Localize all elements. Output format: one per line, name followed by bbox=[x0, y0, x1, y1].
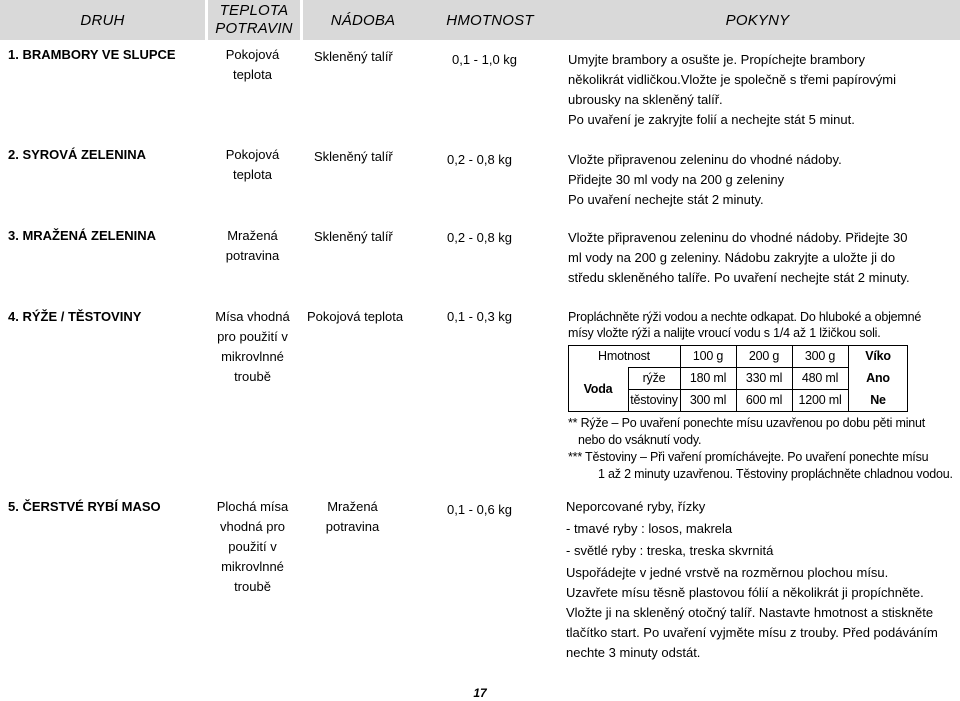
header-teplota bbox=[208, 0, 300, 40]
food-temperature bbox=[205, 226, 300, 266]
instructions bbox=[568, 50, 896, 130]
water-table bbox=[568, 345, 908, 415]
page-number: 17 bbox=[473, 686, 487, 700]
testoviny-100: 300 ml bbox=[689, 393, 727, 407]
instruction-line: Umyjte brambory a osušte je. Propíchejte brambory bbox=[568, 52, 865, 67]
food-temperature bbox=[205, 145, 300, 185]
food-name: 2. SYROVÁ ZELENINA bbox=[8, 147, 146, 162]
temp-line: použití v bbox=[228, 539, 277, 554]
temp-line: mikrovlnné bbox=[221, 349, 284, 364]
instruction-line: Po uvaření je zakryjte folií a nechejte stát 5 minut. bbox=[568, 112, 855, 127]
temp-line: Mražená bbox=[227, 228, 278, 243]
testoviny-300: 1200 ml bbox=[798, 393, 842, 407]
temp-line: potravina bbox=[225, 248, 280, 263]
instruction-line: Vložte připravenou zeleninu do vhodné nádoby. bbox=[568, 152, 842, 167]
temp-line: Pokojová bbox=[225, 47, 280, 62]
weight: 0,1 - 1,0 kg bbox=[452, 52, 518, 67]
header-nadoba: NÁDOBA bbox=[330, 11, 396, 29]
temp-line: teplota bbox=[232, 167, 273, 182]
weight-300: 300 g bbox=[804, 349, 836, 363]
instruction-line: Po uvaření nechejte stát 2 minuty. bbox=[568, 192, 764, 207]
instruction-line: Přidejte 30 ml vody na 200 g zeleniny bbox=[568, 172, 785, 187]
instruction-line: mísy vložte rýži a nalijte vroucí vodu s 1/4 až 1 lžičkou soli. bbox=[568, 326, 881, 340]
temp-line: Plochá mísa bbox=[216, 499, 289, 514]
food-temperature bbox=[205, 307, 300, 387]
dish-line: Mražená bbox=[327, 499, 378, 514]
dish: Skleněný talíř bbox=[314, 229, 393, 244]
temp-line: Mísa vhodná bbox=[215, 309, 290, 324]
weight-100: 100 g bbox=[692, 349, 724, 363]
instruction-line: Uzavřete mísu těsně plastovou fólií a několikrát ji propíchněte. bbox=[566, 585, 924, 600]
weight: 0,2 - 0,8 kg bbox=[447, 152, 513, 167]
hmotnost-label: Hmotnost bbox=[598, 349, 650, 363]
testoviny-200: 600 ml bbox=[745, 393, 783, 407]
header-druh: DRUH bbox=[80, 11, 125, 29]
dish-line: potravina bbox=[325, 519, 380, 534]
header-pokyny: POKYNY bbox=[725, 11, 790, 29]
testoviny-lid: Ne bbox=[870, 393, 886, 407]
note-line: nebo do vsáknutí vody. bbox=[578, 433, 702, 447]
instruction-line: Propláchněte rýži vodou a nechte odkapat. Do hluboké a objemné bbox=[568, 310, 922, 324]
note-line: 1 až 2 minuty uzavřenou. Těstoviny propláchněte chladnou vodou. bbox=[598, 467, 953, 481]
instruction-line: - tmavé ryby : losos, makrela bbox=[566, 521, 733, 536]
weight: 0,1 - 0,6 kg bbox=[447, 502, 513, 517]
weight-200: 200 g bbox=[748, 349, 780, 363]
instruction-line: tlačítko start. Po uvaření vyjměte mísu z trouby. Před podáváním bbox=[566, 625, 938, 640]
ryze-lid: Ano bbox=[866, 371, 890, 385]
lid-label: Víko bbox=[865, 349, 891, 363]
instruction-line: Vložte připravenou zeleninu do vhodné nádoby. Přidejte 30 bbox=[568, 230, 908, 245]
temp-line: troubě bbox=[234, 579, 271, 594]
notes bbox=[568, 415, 953, 483]
instructions bbox=[566, 497, 938, 663]
instructions bbox=[568, 150, 842, 210]
dish: Pokojová teplota bbox=[307, 309, 404, 324]
dish: Skleněný talíř bbox=[314, 49, 393, 64]
header-hmotnost: HMOTNOST bbox=[446, 11, 534, 29]
temp-line: teplota bbox=[232, 67, 273, 82]
instruction-line: Uspořádejte v jedné vrstvě na rozměrnou plochou mísu. bbox=[566, 565, 889, 580]
header-teplota-line2: POTRAVIN bbox=[215, 20, 293, 37]
table-rule bbox=[568, 411, 908, 412]
table-header bbox=[0, 0, 960, 40]
ryze-100: 180 ml bbox=[689, 371, 727, 385]
instruction-line: Vložte ji na skleněný otočný talíř. Nastavte hmotnost a stiskněte bbox=[566, 605, 934, 620]
instruction-line: středu skleněného talíře. Po uvaření nechejte stát 2 minuty. bbox=[568, 270, 910, 285]
instruction-line: - světlé ryby : treska, treska skvrnitá bbox=[566, 543, 774, 558]
weight: 0,2 - 0,8 kg bbox=[447, 230, 513, 245]
weight: 0,1 - 0,3 kg bbox=[447, 309, 513, 324]
temp-line: Pokojová bbox=[225, 147, 280, 162]
temp-line: mikrovlnné bbox=[221, 559, 284, 574]
food-temperature bbox=[205, 45, 300, 85]
ryze-200: 330 ml bbox=[745, 371, 783, 385]
instruction-line: několikrát vidličkou.Vložte je společně s třemi papírovými bbox=[568, 72, 897, 87]
note-line: ** Rýže – Po uvaření ponechte mísu uzavřenou po dobu pěti minut bbox=[568, 416, 926, 430]
dish: Skleněný talíř bbox=[314, 149, 393, 164]
food-name: 4. RÝŽE / TĚSTOVINY bbox=[8, 309, 142, 324]
temp-line: troubě bbox=[234, 369, 271, 384]
header-teplota-line1: TEPLOTA bbox=[219, 2, 289, 19]
temp-line: vhodná pro bbox=[219, 519, 286, 534]
instructions bbox=[568, 309, 921, 341]
ryze-label: rýže bbox=[642, 371, 666, 385]
food-temperature bbox=[205, 497, 300, 597]
instruction-line: nechte 3 minuty odstát. bbox=[566, 645, 701, 660]
testoviny-label: těstoviny bbox=[630, 393, 678, 407]
instruction-line: ubrousky na skleněný talíř. bbox=[568, 92, 723, 107]
voda-label: Voda bbox=[583, 382, 613, 396]
instruction-line: Neporcované ryby, řízky bbox=[566, 499, 706, 514]
food-name: 5. ČERSTVÉ RYBÍ MASO bbox=[8, 499, 161, 514]
dish bbox=[300, 497, 405, 537]
food-name: 3. MRAŽENÁ ZELENINA bbox=[8, 228, 157, 243]
note-line: *** Těstoviny – Při vaření promíchávejte. Po uvaření ponechte mísu bbox=[568, 450, 929, 464]
ryze-300: 480 ml bbox=[801, 371, 839, 385]
instruction-line: ml vody na 200 g zeleniny. Nádobu zakryjte a uložte ji do bbox=[568, 250, 896, 265]
temp-line: pro použití v bbox=[217, 329, 288, 344]
food-name: 1. BRAMBORY VE SLUPCE bbox=[8, 47, 176, 62]
instructions bbox=[568, 228, 910, 288]
